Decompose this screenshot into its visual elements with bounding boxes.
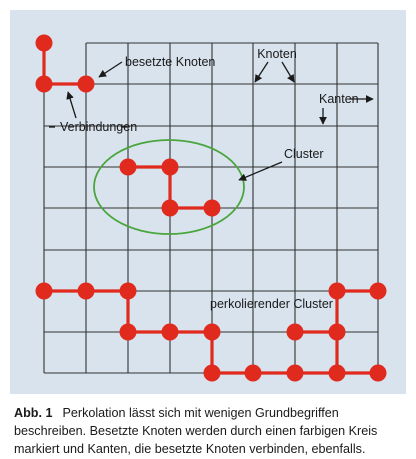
label-percolating-cluster: perkolierender Cluster: [210, 297, 333, 311]
caption-text: Perkolation lässt sich mit wenigen Grundbegriffen beschreiben. Besetzte Knoten werden durch einen farbigen Kreis markiert und Kanten, die besetzte Knoten verbinden, ebenfalls.: [14, 406, 378, 456]
occupied-node: [36, 35, 53, 52]
annotation-arrow: [282, 62, 294, 82]
occupied-node: [162, 324, 179, 341]
annotation-arrow: [68, 92, 76, 118]
occupied-node: [204, 200, 221, 217]
label-edges: Kanten: [319, 92, 359, 106]
occupied-node: [245, 365, 262, 382]
occupied-node: [78, 283, 95, 300]
occupied-node: [329, 324, 346, 341]
occupied-node: [162, 159, 179, 176]
occupied-node: [370, 283, 387, 300]
caption-label: Abb. 1: [14, 406, 53, 420]
occupied-node: [78, 76, 95, 93]
annotation-arrow: [239, 162, 282, 180]
occupied-node: [287, 365, 304, 382]
occupied-node: [120, 283, 137, 300]
label-nodes: Knoten: [257, 47, 297, 61]
occupied-node: [204, 324, 221, 341]
occupied-node: [370, 365, 387, 382]
occupied-node: [120, 324, 137, 341]
occupied-node: [329, 365, 346, 382]
annotation-arrow: [99, 62, 122, 77]
occupied-node: [120, 159, 137, 176]
occupied-node: [162, 200, 179, 217]
figure-caption: [14, 404, 406, 458]
annotation-arrow: [255, 62, 268, 82]
occupied-node: [204, 365, 221, 382]
label-occupied-nodes: besetzte Knoten: [125, 55, 216, 69]
label-connections: Verbindungen: [60, 120, 138, 134]
label-cluster: Cluster: [284, 147, 324, 161]
occupied-node: [287, 324, 304, 341]
occupied-node: [36, 283, 53, 300]
occupied-node: [36, 76, 53, 93]
